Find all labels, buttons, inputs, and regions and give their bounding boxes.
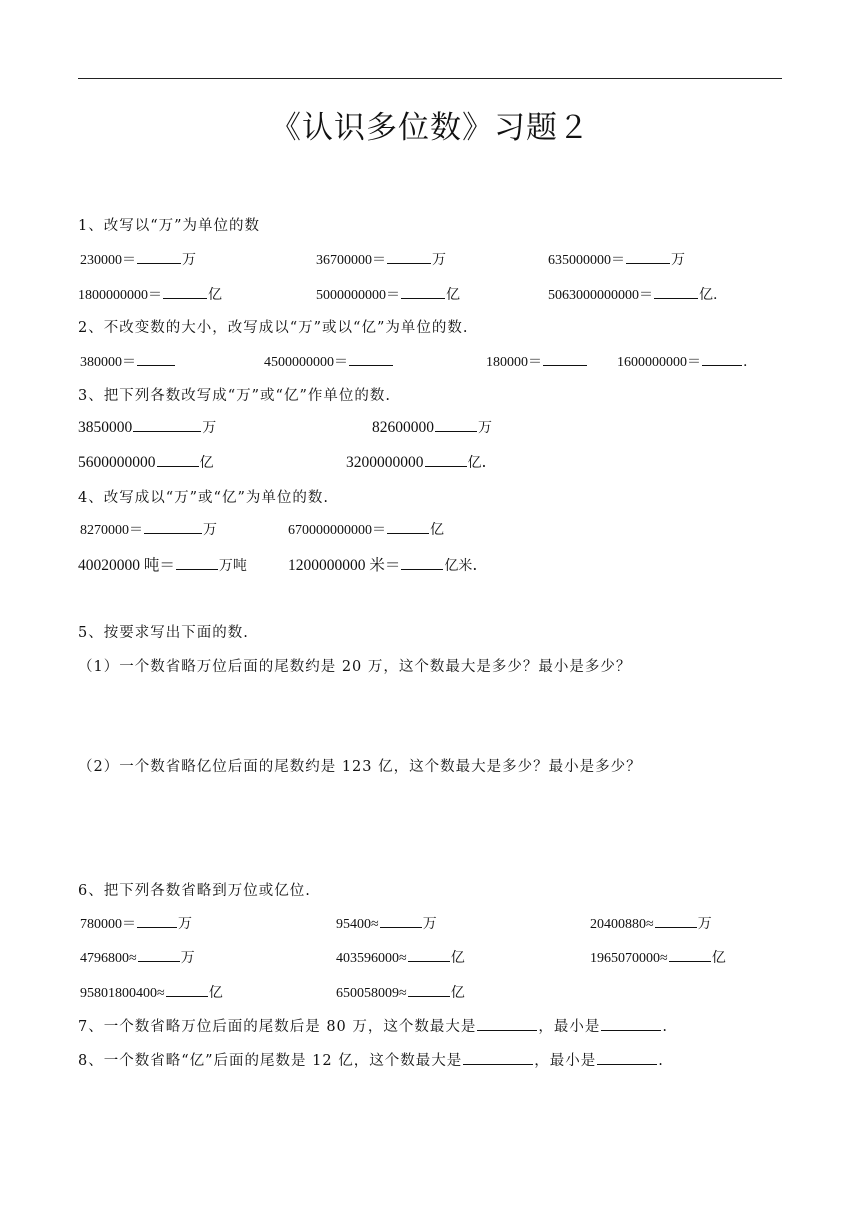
q1-item: 635000000＝ 万 — [548, 252, 685, 268]
q2-item: 180000＝ — [486, 351, 588, 371]
answer-blank[interactable] — [408, 960, 450, 962]
q6-item: 1965070000≈ 亿 — [590, 950, 726, 966]
answer-blank[interactable] — [435, 430, 477, 432]
header-rule — [78, 78, 782, 79]
answer-blank[interactable] — [133, 430, 201, 432]
q6-item: 95801800400≈ 亿 — [80, 985, 223, 1001]
answer-blank[interactable] — [137, 364, 175, 366]
question-8: 8、一个数省略“亿”后面的尾数是 12 亿，这个数最大是 ，最小是 . — [78, 1053, 664, 1069]
q6-item: 403596000≈ 亿 — [336, 950, 465, 966]
q6-item: 95400≈ 万 — [336, 916, 437, 932]
q1-item: 5063000000000＝ 亿. — [548, 287, 718, 303]
q3-item: 3200000000 亿. — [346, 453, 487, 471]
answer-blank[interactable] — [626, 262, 670, 264]
q6-item: 650058009≈ 亿 — [336, 985, 465, 1001]
q2-item: 4500000000＝ — [264, 351, 394, 371]
question-2-text: 2、不改变数的大小，改写成以“万”或以“亿”为单位的数. — [78, 320, 469, 336]
answer-blank[interactable] — [137, 926, 177, 928]
q6-item: 780000＝ 万 — [80, 916, 192, 932]
answer-blank[interactable] — [401, 297, 445, 299]
answer-blank[interactable] — [401, 568, 443, 570]
q4-item: 40020000 吨＝ 万吨 — [78, 557, 247, 574]
question-5-sub-1: （1）一个数省略万位后面的尾数约是 20 万，这个数最大是多少？最小是多少？ — [78, 659, 632, 675]
answer-blank-max[interactable] — [477, 1029, 537, 1031]
question-6-text: 6、把下列各数省略到万位或亿位. — [78, 883, 311, 899]
q4-item: 670000000000＝ 亿 — [288, 522, 444, 538]
question-7: 7、一个数省略万位后面的尾数后是 80 万，这个数最大是 ，最小是 . — [78, 1019, 669, 1035]
answer-blank-min[interactable] — [601, 1029, 661, 1031]
question-5-text: 5、按要求写出下面的数. — [78, 625, 249, 641]
q3-item: 3850000 万 — [78, 419, 217, 436]
answer-blank[interactable] — [138, 960, 180, 962]
q3-item: 82600000 万 — [372, 419, 492, 436]
q1-item: 5000000000＝ 亿 — [316, 287, 460, 303]
q1-item: 230000＝ 万 — [80, 252, 196, 268]
answer-blank[interactable] — [176, 568, 218, 570]
q3-item: 5600000000 亿 — [78, 454, 214, 471]
answer-blank[interactable] — [654, 297, 698, 299]
question-3-text: 3、把下列各数改写成“万”或“亿”作单位的数. — [78, 388, 391, 404]
q6-item: 20400880≈ 万 — [590, 916, 712, 932]
q1-item: 36700000＝ 万 — [316, 252, 446, 268]
answer-blank[interactable] — [387, 532, 429, 534]
q2-item: 1600000000＝ . — [617, 354, 748, 370]
answer-blank[interactable] — [144, 532, 202, 534]
answer-blank[interactable] — [380, 926, 422, 928]
answer-blank[interactable] — [408, 995, 450, 997]
q2-item: 380000＝ — [80, 351, 176, 371]
answer-blank[interactable] — [157, 465, 199, 467]
answer-blank-min[interactable] — [597, 1063, 657, 1065]
answer-blank[interactable] — [166, 995, 208, 997]
answer-blank[interactable] — [702, 364, 742, 366]
question-5-sub-2: （2）一个数省略亿位后面的尾数约是 123 亿，这个数最大是多少？最小是多少？ — [78, 759, 642, 775]
answer-blank[interactable] — [137, 262, 181, 264]
question-4-text: 4、改写成以“万”或“亿”为单位的数. — [78, 490, 329, 506]
answer-blank[interactable] — [669, 960, 711, 962]
question-1-text: 1、改写以“万”为单位的数 — [78, 218, 261, 234]
q4-item: 1200000000 米＝ 亿米. — [288, 556, 478, 574]
answer-blank-max[interactable] — [463, 1063, 533, 1065]
answer-blank[interactable] — [163, 297, 207, 299]
answer-blank[interactable] — [349, 364, 393, 366]
q4-item: 8270000＝ 万 — [80, 522, 217, 538]
q6-item: 4796800≈ 万 — [80, 950, 195, 966]
answer-blank[interactable] — [387, 262, 431, 264]
q1-item: 1800000000＝ 亿 — [78, 287, 222, 303]
answer-blank[interactable] — [425, 465, 467, 467]
answer-blank[interactable] — [543, 364, 587, 366]
page-title: 《认识多位数》习题２ — [270, 110, 590, 146]
answer-blank[interactable] — [655, 926, 697, 928]
